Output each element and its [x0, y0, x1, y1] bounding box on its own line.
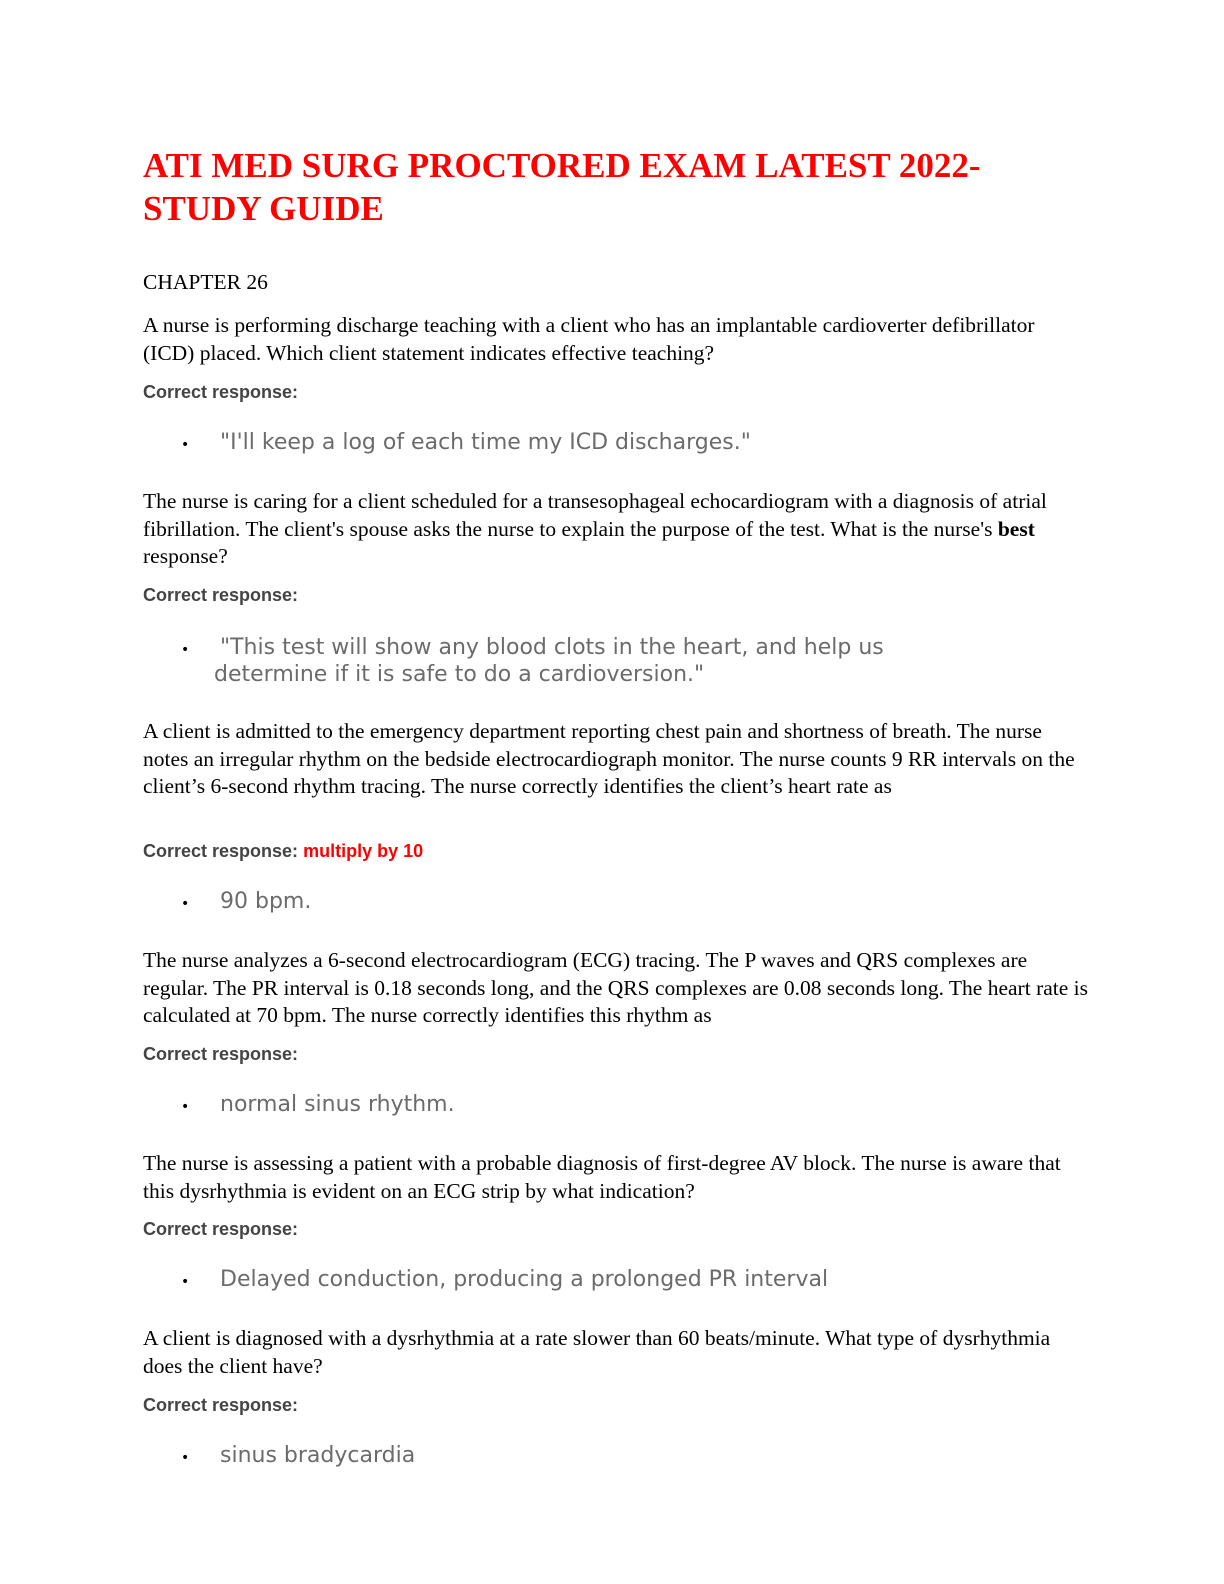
answer-3: 90 bpm.: [220, 889, 312, 914]
bullet-icon: •: [181, 437, 190, 453]
title-line-1: ATI MED SURG PROCTORED EXAM LATEST 2022-: [143, 146, 981, 185]
bullet-icon: •: [181, 896, 190, 912]
answer-6: sinus bradycardia: [220, 1443, 416, 1468]
document-title: [143, 144, 1103, 230]
chapter-heading: CHAPTER 26: [143, 270, 268, 294]
question-text: The nurse is assessing a patient with a probable diagnosis of first-degree AV block. The nurse is aware that this dysrhythmia is evident on an ECG strip by what indication?: [143, 1151, 1061, 1203]
question-text: A client is diagnosed with a dysrhythmia at a rate slower than 60 beats/minute. What type of dysrhythmia does the client have?: [143, 1326, 1051, 1378]
correct-response-label: Correct response:: [143, 382, 299, 402]
answer-1: "I'll keep a log of each time my ICD discharges.": [220, 430, 751, 455]
title-line-2: STUDY GUIDE: [143, 189, 384, 228]
emphasis-best: best: [997, 516, 1035, 541]
question-text: A client is admitted to the emergency department reporting chest pain and shortness of breath. The nurse notes an irregular rhythm on the bedside electrocardiograph monitor. The nurse counts 9 RR intervals on the client’s 6-second rhythm tracing. The nurse correctly identifies the client’s heart rate as: [143, 719, 1075, 798]
answer-5: Delayed conduction, producing a prolonged PR interval: [220, 1267, 829, 1292]
bullet-icon: •: [181, 1099, 190, 1115]
bullet-icon: •: [181, 1450, 190, 1466]
correct-response-label: Correct response:: [143, 585, 299, 605]
answer-4: normal sinus rhythm.: [220, 1092, 455, 1117]
correct-response-label: Correct response:: [143, 1219, 299, 1239]
answer-hint: multiply by 10: [303, 841, 424, 861]
question-6: [143, 1325, 1083, 1380]
bullet-icon: •: [181, 1274, 190, 1290]
correct-response-label: Correct response:: [143, 1395, 299, 1415]
question-3: [143, 718, 1083, 801]
question-text: The nurse analyzes a 6-second electrocardiogram (ECG) tracing. The P waves and QRS complexes are regular. The PR interval is 0.18 seconds long, and the QRS complexes are 0.08 seconds long. The heart rate is calculated at 70 bpm. The nurse correctly identifies this rhythm as: [143, 948, 1089, 1027]
correct-response-label: Correct response:: [143, 1044, 299, 1064]
question-4: [143, 947, 1088, 1030]
question-2: [143, 488, 1083, 571]
question-text: The nurse is caring for a client scheduled for a transesophageal echocardiogram with a diagnosis of atrial fibrillation. The client's spouse asks the nurse to explain the purpose of the test. What is the nurse's best response?: [143, 489, 1047, 568]
question-5: [143, 1150, 1083, 1205]
answer-2: "This test will show any blood clots in the heart, and help us determine if it is safe to do a cardioversion.": [214, 635, 884, 687]
correct-response-label: Correct response: multiply by 10: [143, 841, 424, 861]
question-text: A nurse is performing discharge teaching with a client who has an implantable cardioverter defibrillator (ICD) placed. Which client statement indicates effective teaching?: [143, 313, 1035, 365]
question-1: [143, 312, 1083, 367]
bullet-icon: •: [181, 642, 190, 658]
